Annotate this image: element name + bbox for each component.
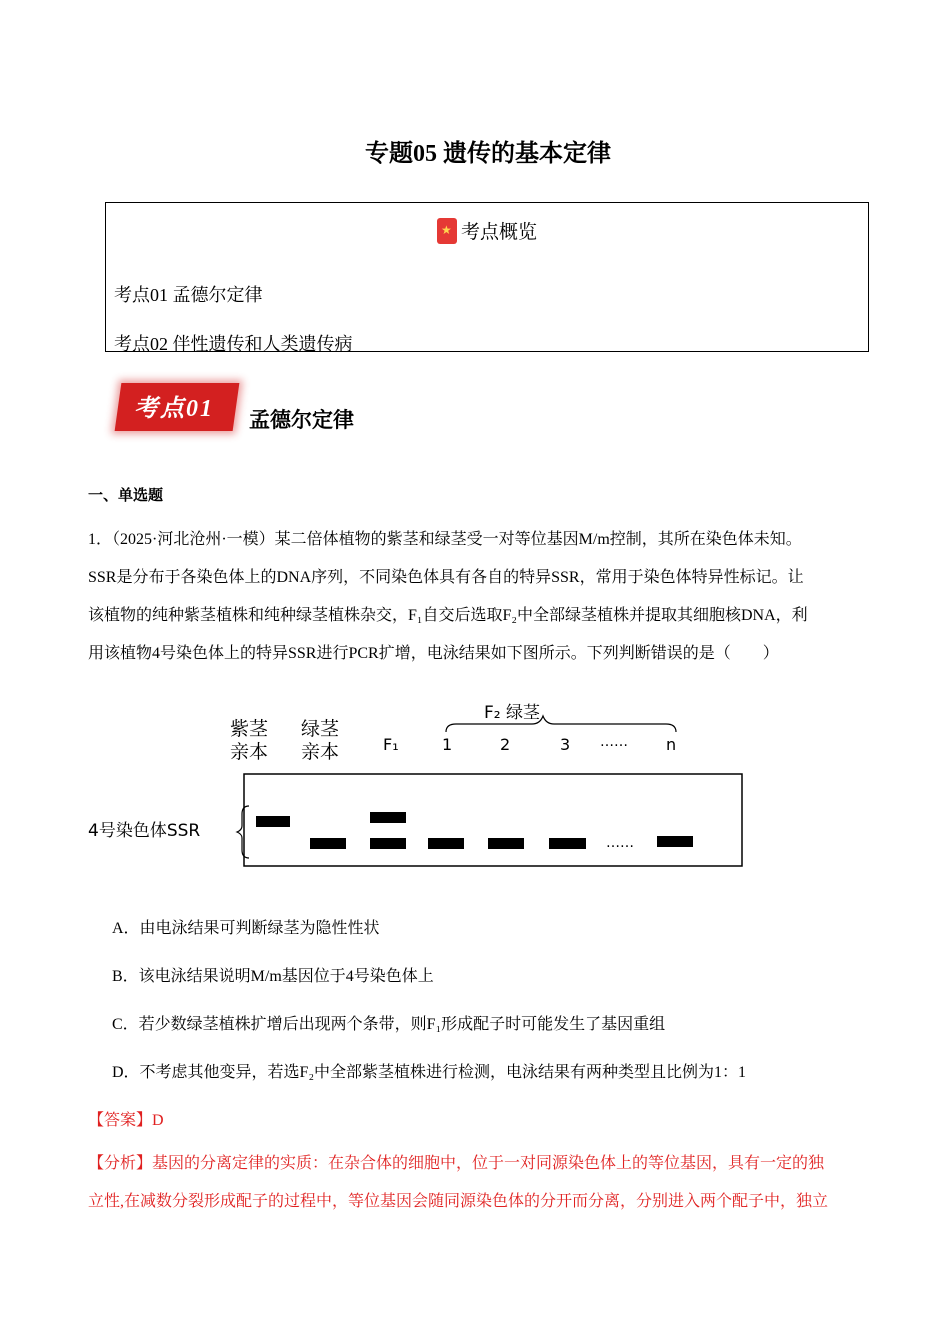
option-d[interactable]: D．不考虑其他变异，若选F₂中全部紫茎植株进行检测，电泳结果有两种类型且比例为1：1 <box>112 1064 747 1081</box>
label-f2: F₂ 绿茎 <box>484 703 540 723</box>
section-title: 孟德尔定律 <box>249 408 354 432</box>
band-purple-parent <box>256 816 290 827</box>
label-f1: F₁ <box>383 735 399 754</box>
band-lane-2 <box>488 838 524 849</box>
analysis-line-1: 【分析】基因的分离定律的实质：在杂合体的细胞中，位于一对同源染色体上的等位基因，具有一定的独 <box>88 1155 825 1172</box>
lane-label-n: n <box>666 735 677 754</box>
electrophoresis-figure <box>84 692 764 882</box>
section-heading: 一、单选题 <box>88 488 164 504</box>
analysis-line-2: 立性,在减数分裂形成配子的过程中，等位基因会随同源染色体的分开而分离，分别进入两个配子中，独立 <box>88 1193 829 1210</box>
question-line-1: 1．（2025·河北沧州·一模）某二倍体植物的紫茎和绿茎受一对等位基因M/m控制，其所在染色体未知。 <box>88 531 802 548</box>
option-b[interactable]: B．该电泳结果说明M/m基因位于4号染色体上 <box>112 968 434 985</box>
band-f1-upper <box>370 812 406 823</box>
overview-box <box>105 202 869 352</box>
lane-label-3: 3 <box>560 735 571 754</box>
question-line-3: 该植物的纯种紫茎植株和纯种绿茎植株杂交，F₁自交后选取F₂中全部绿茎植株并提取其细胞核DNA，利 <box>88 607 808 624</box>
label-green-2: 亲本 <box>301 741 340 763</box>
row-label: 4号染色体SSR <box>88 821 201 841</box>
f2-brace <box>446 716 676 732</box>
question-text <box>88 521 864 673</box>
option-a[interactable]: A．由电泳结果可判断绿茎为隐性性状 <box>112 920 380 937</box>
question-line-2: SSR是分布于各染色体上的DNA序列，不同染色体具有各自的特异SSR，常用于染色体特异性标记。让 <box>88 569 804 586</box>
lane-label-dots: …… <box>600 734 628 750</box>
band-lane-3 <box>549 838 586 849</box>
option-c[interactable]: C．若少数绿茎植株扩增后出现两个条带，则F₁形成配子时可能发生了基因重组 <box>112 1016 666 1033</box>
band-dots: …… <box>606 835 634 851</box>
overview-item-1[interactable]: 考点01 孟德尔定律 <box>114 285 263 305</box>
analysis <box>88 1145 864 1221</box>
book-icon <box>437 218 457 244</box>
overview-item-2[interactable]: 考点02 伴性遗传和人类遗传病 <box>114 334 353 354</box>
overview-heading <box>106 217 868 244</box>
section-badge-text: 考点01 <box>134 396 214 422</box>
band-lane-1 <box>428 838 464 849</box>
gel-frame <box>244 774 742 866</box>
band-f1-lower <box>370 838 406 849</box>
lane-label-1: 1 <box>442 735 453 754</box>
label-purple-2: 亲本 <box>230 741 269 763</box>
band-lane-n <box>657 836 693 847</box>
label-purple-1: 紫茎 <box>230 718 269 740</box>
answer: 【答案】D <box>88 1112 164 1129</box>
label-green-1: 绿茎 <box>301 718 340 740</box>
band-green-parent <box>310 838 346 849</box>
overview-heading-text: 考点概览 <box>460 222 537 243</box>
question-line-4: 用该植物4号染色体上的特异SSR进行PCR扩增，电泳结果如下图所示。下列判断错误的是（ ） <box>88 645 779 662</box>
lane-label-2: 2 <box>500 735 511 754</box>
page-title: 专题05 遗传的基本定律 <box>365 141 611 167</box>
